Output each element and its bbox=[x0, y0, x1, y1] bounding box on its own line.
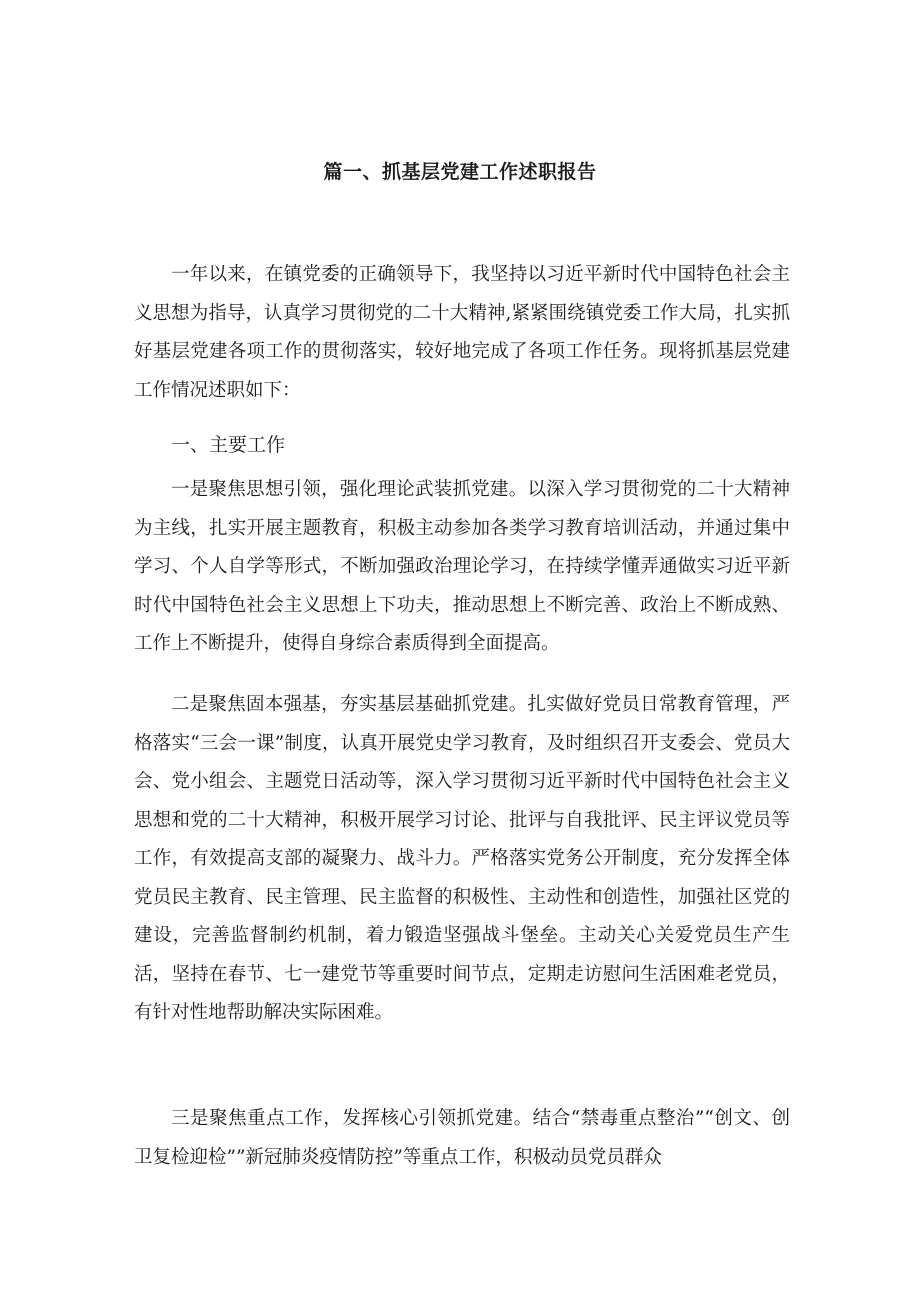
paragraph-first-point: 一是聚焦思想引领，强化理论武装抓党建。以深入学习贯彻党的二十大精神为主线，扎实开展主题教育，积极主动参加各类学习教育培训活动，并通过集中学习、个人自学等形式，不断加强政治理论学习，在持续学懂弄通做实习近平新时代中国特色社会主义思想上下功夫，推动思想上不断完善、政治上不断成熟、工作上不断提升，使得自身综合素质得到全面提高。 bbox=[134, 479, 790, 654]
intro-paragraph: 一年以来，在镇党委的正确领导下，我坚持以习近平新时代中国特色社会主义思想为指导，认真学习贯彻党的二十大精神,紧紧围绕镇党委工作大局，扎实抓好基层党建各项工作的贯彻落实，较好地完成了各项工作任务。现将抓基层党建工作情况述职如下： bbox=[134, 264, 790, 401]
paragraph-third-point: 三是聚焦重点工作，发挥核心引领抓党建。结合“禁毒重点整治”“创文、创卫复检迎检””新冠肺炎疫情防控”等重点工作，积极动员党员群众 bbox=[134, 1108, 790, 1168]
paragraph-second-point: 二是聚焦固本强基，夯实基层基础抓党建。扎实做好党员日常教育管理，严格落实“三会一课”制度，认真开展党史学习教育，及时组织召开支委会、党员大会、党小组会、主题党日活动等，深入学习贯彻习近平新时代中国特色社会主义思想和党的二十大精神，积极开展学习讨论、批评与自我批评、民主评议党员等工作，有效提高支部的凝聚力、战斗力。严格落实党务公开制度，充分发挥全体党员民主教育、民主管理、民主监督的积极性、主动性和创造性，加强社区党的建设，完善监督制约机制，着力锻造坚强战斗堡垒。主动关心关爱党员生产生活，坚持在春节、七一建党节等重要时间节点，定期走访慰问生活困难老党员，有针对性地帮助解决实际困难。 bbox=[134, 694, 790, 1023]
document-title: 篇一、抓基层党建工作述职报告 bbox=[323, 161, 597, 183]
section-heading: 一、主要工作 bbox=[171, 434, 286, 456]
